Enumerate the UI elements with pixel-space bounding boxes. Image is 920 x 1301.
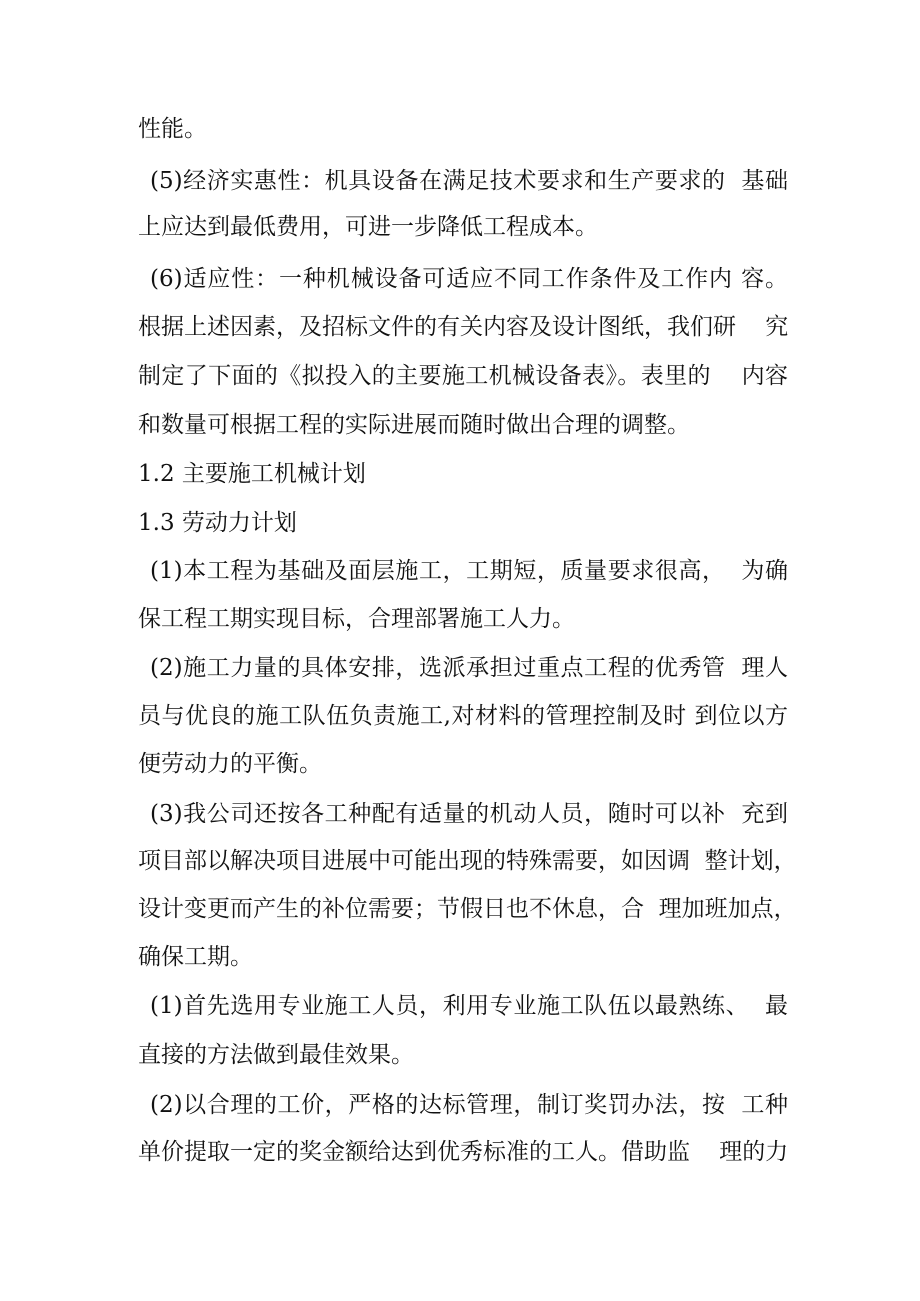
text-line: 和数量可根据工程的实际进展而随时做出合理的调整。: [138, 412, 690, 438]
text-line: 根据上述因素，及招标文件的有关内容及设计图纸，我们研 究: [138, 314, 789, 340]
section-heading: 1.2 主要施工机械计划: [138, 461, 366, 487]
text-line: 便劳动力的平衡。: [138, 751, 322, 777]
text-line: (1)首先选用专业施工人员，利用专业施工队伍以最熟练、 最: [150, 993, 788, 1019]
text-line: (1)本工程为基础及面层施工，工期短，质量要求很高， 为确: [150, 558, 788, 584]
text-line: 制定了下面的《拟投入的主要施工机械设备表》。表里的 内容: [138, 363, 788, 389]
text-line: 项目部以解决项目进展中可能出现的特殊需要，如因调 整计划，: [138, 848, 797, 874]
text-line: 设计变更而产生的补位需要；节假日也不休息，合 理加班加点，: [138, 896, 797, 922]
section-heading: 1.3 劳动力计划: [138, 510, 297, 536]
text-line: (3)我公司还按各工种配有适量的机动人员，随时可以补 充到: [150, 801, 788, 827]
text-line: 单价提取一定的奖金额给达到优秀标准的工人。借助监 理的力: [138, 1139, 789, 1165]
text-line: 性能。: [138, 116, 207, 142]
text-line: 上应达到最低费用，可进一步降低工程成本。: [138, 214, 598, 240]
text-line: 直接的方法做到最佳效果。: [138, 1042, 414, 1068]
text-line: 确保工期。: [138, 944, 253, 970]
text-line: (6)适应性：一种机械设备可适应不同工作条件及工作内 容。: [150, 266, 788, 292]
text-line: (2)以合理的工价，严格的达标管理，制订奖罚办法，按 工种: [150, 1092, 788, 1118]
text-line: 员与优良的施工队伍负责施工,对材料的管理控制及时 到位以方: [138, 703, 788, 729]
text-line: (5)经济实惠性：机具设备在满足技术要求和生产要求的 基础: [150, 168, 788, 194]
text-line: 保工程工期实现目标，合理部署施工人力。: [138, 606, 575, 632]
text-line: (2)施工力量的具体安排，选派承担过重点工程的优秀管 理人: [150, 655, 788, 681]
